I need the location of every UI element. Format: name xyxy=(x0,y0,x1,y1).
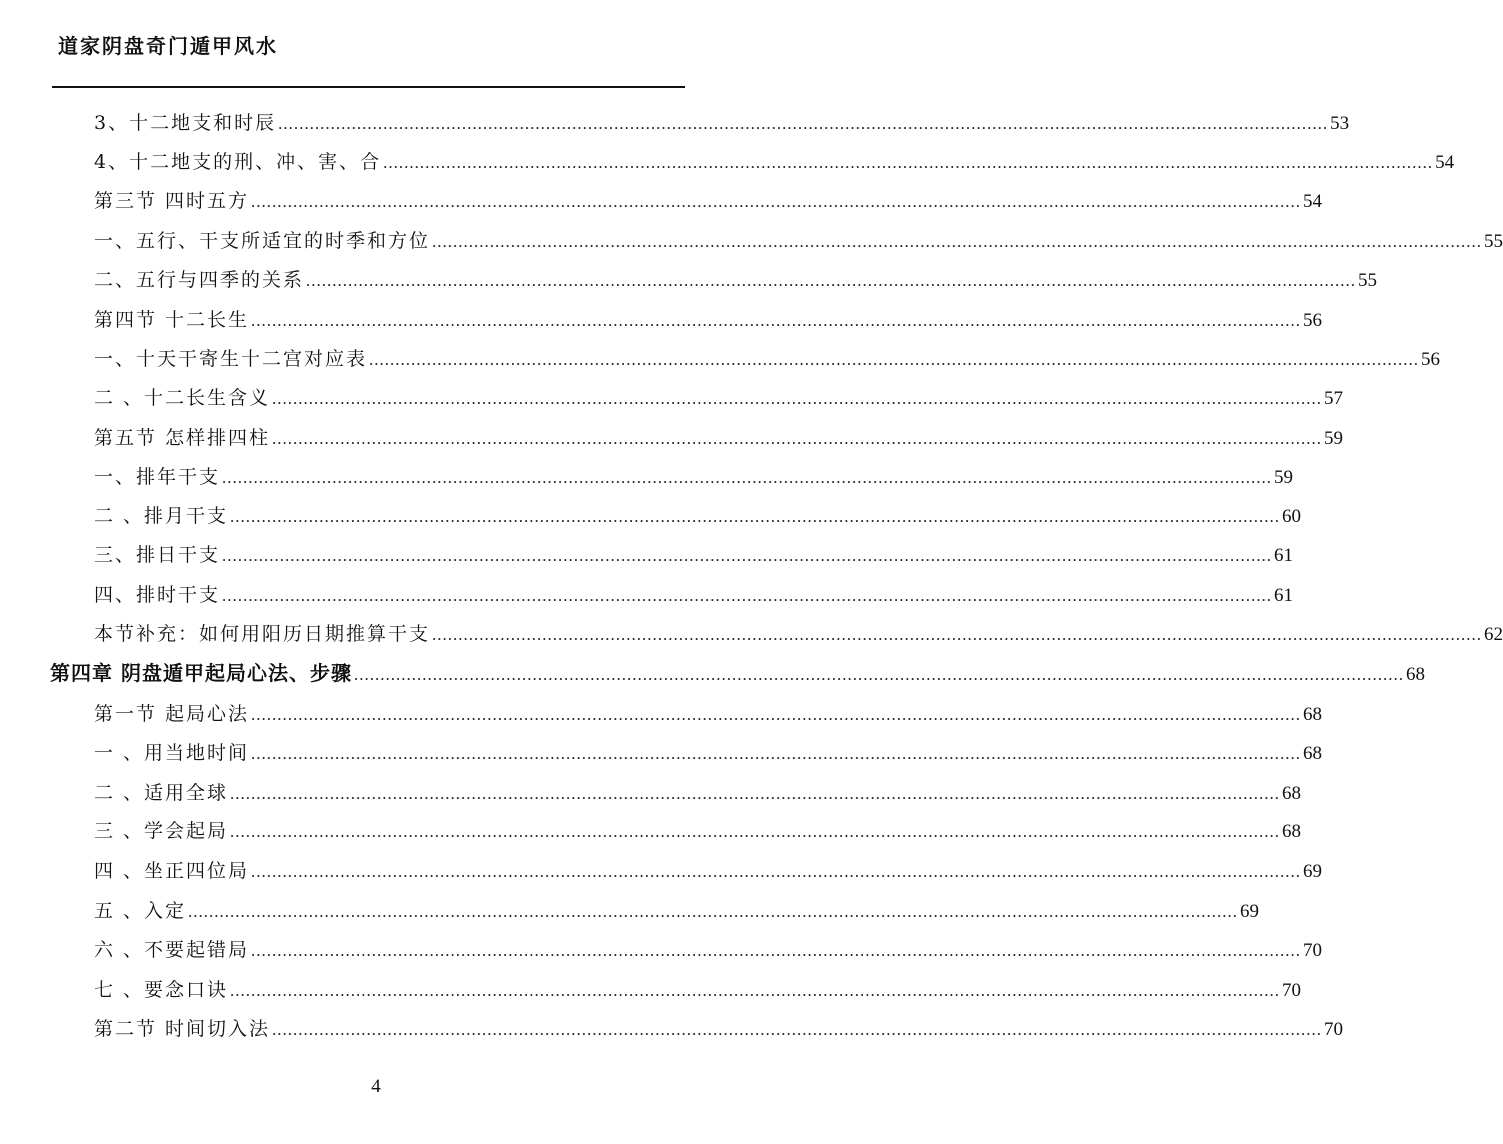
toc-leader-dots: ........................................................................................................................................................................................................ xyxy=(230,507,1281,526)
toc-entry-label: 4、十二地支的刑、冲、害、合 xyxy=(94,151,382,173)
toc-leader-dots: ........................................................................................................................................................................................................ xyxy=(222,546,1273,565)
toc-entry-label: 二 、十二长生含义 xyxy=(94,387,271,409)
toc-leader-dots: ........................................................................................................................................................................................................ xyxy=(353,665,1404,684)
page-number: 4 xyxy=(371,1076,381,1097)
toc-entry-page: 62 xyxy=(1484,624,1503,645)
toc-entry-label: 3、十二地支和时辰 xyxy=(94,112,277,134)
toc-leader-dots: ........................................................................................................................................................................................................ xyxy=(432,232,1483,251)
toc-entry-page: 56 xyxy=(1421,349,1441,370)
toc-leader-dots: ........................................................................................................................................................................................................ xyxy=(272,1020,1323,1039)
toc-entry-label: 一、五行、干支所适宜的时季和方位 xyxy=(94,230,431,252)
toc-leader-dots: ........................................................................................................................................................................................................ xyxy=(230,784,1281,803)
toc-leader-dots: ........................................................................................................................................................................................................ xyxy=(230,822,1281,841)
toc-entry-page: 70 xyxy=(1303,940,1323,961)
toc-leader-dots: ........................................................................................................................................................................................................ xyxy=(251,744,1302,763)
toc-entry-page: 54 xyxy=(1303,191,1323,212)
toc-entry-page: 55 xyxy=(1358,270,1378,291)
toc-entry-label: 第四节 十二长生 xyxy=(94,309,250,331)
toc-entry-label: 第四章 阴盘遁甲起局心法、步骤 xyxy=(50,661,352,685)
running-header: 道家阴盘奇门遁甲风水 xyxy=(58,34,278,58)
toc-leader-dots: ........................................................................................................................................................................................................ xyxy=(222,586,1273,605)
toc-entry xyxy=(94,149,1455,176)
toc-entry-page: 61 xyxy=(1274,545,1294,566)
toc-entry xyxy=(94,701,1323,728)
toc-entry-label: 第三节 四时五方 xyxy=(94,190,250,212)
toc-leader-dots: ........................................................................................................................................................................................................ xyxy=(369,350,1420,369)
toc-leader-dots: ........................................................................................................................................................................................................ xyxy=(251,941,1302,960)
toc-entry-page: 70 xyxy=(1282,980,1302,1001)
toc-entry xyxy=(94,188,1323,215)
toc-entry-label: 六 、不要起错局 xyxy=(94,939,250,961)
toc-entry-label: 一、排年干支 xyxy=(94,466,221,488)
toc-entry xyxy=(94,582,1294,609)
toc-entry xyxy=(94,818,1302,845)
toc-entry-page: 53 xyxy=(1330,113,1350,134)
toc-entry-label: 三 、学会起局 xyxy=(94,820,229,842)
toc-leader-dots: ........................................................................................................................................................................................................ xyxy=(278,114,1329,133)
toc-entry-page: 61 xyxy=(1274,585,1294,606)
toc-entry-label: 第五节 怎样排四柱 xyxy=(94,427,271,449)
toc-entry xyxy=(94,542,1294,569)
toc-entry-label: 五 、入定 xyxy=(94,900,187,922)
toc-entry-page: 59 xyxy=(1274,467,1294,488)
toc-entry-page: 60 xyxy=(1282,506,1302,527)
toc-entry-label: 三、排日干支 xyxy=(94,544,221,566)
toc-leader-dots: ........................................................................................................................................................................................................ xyxy=(272,389,1323,408)
toc-entry xyxy=(94,937,1323,964)
header-rule xyxy=(52,86,685,88)
toc-entry-label: 二、五行与四季的关系 xyxy=(94,269,305,291)
toc-entry xyxy=(94,780,1302,807)
toc-entry xyxy=(94,1016,1344,1043)
toc-entry xyxy=(94,425,1344,452)
toc-entry-page: 57 xyxy=(1324,388,1344,409)
toc-entry-label: 二 、排月干支 xyxy=(94,505,229,527)
toc-entry-page: 68 xyxy=(1282,783,1302,804)
toc-entry-page: 54 xyxy=(1435,152,1455,173)
toc-entry xyxy=(94,346,1441,373)
toc-entry-label: 一、十天干寄生十二宫对应表 xyxy=(94,348,368,370)
toc-entry-page: 68 xyxy=(1303,743,1323,764)
toc-entry xyxy=(94,858,1323,885)
toc-entry-label: 二 、适用全球 xyxy=(94,782,229,804)
toc-leader-dots: ........................................................................................................................................................................................................ xyxy=(251,192,1302,211)
toc-entry xyxy=(94,740,1323,767)
toc-entry xyxy=(94,267,1378,294)
toc-leader-dots: ........................................................................................................................................................................................................ xyxy=(432,625,1483,644)
toc-entry xyxy=(94,228,1503,255)
toc-entry-page: 70 xyxy=(1324,1019,1344,1040)
toc-chapter-entry xyxy=(50,660,1425,688)
toc-leader-dots: ........................................................................................................................................................................................................ xyxy=(272,429,1323,448)
toc-entry xyxy=(94,464,1294,491)
toc-entry xyxy=(94,977,1302,1004)
toc-entry xyxy=(94,385,1344,412)
toc-entry-label: 四、排时干支 xyxy=(94,584,221,606)
toc-leader-dots: ........................................................................................................................................................................................................ xyxy=(222,468,1273,487)
toc-entry-label: 一 、用当地时间 xyxy=(94,742,250,764)
toc-leader-dots: ........................................................................................................................................................................................................ xyxy=(251,862,1302,881)
toc-leader-dots: ........................................................................................................................................................................................................ xyxy=(251,705,1302,724)
toc-entry-page: 68 xyxy=(1303,704,1323,725)
toc-entry xyxy=(94,110,1350,137)
toc-entry xyxy=(94,503,1302,530)
toc-entry-page: 59 xyxy=(1324,428,1344,449)
toc-entry-label: 四 、坐正四位局 xyxy=(94,860,250,882)
toc-entry-label: 七 、要念口诀 xyxy=(94,979,229,1001)
toc-entry xyxy=(94,307,1323,334)
toc-entry-label: 第一节 起局心法 xyxy=(94,703,250,725)
toc-entry-page: 68 xyxy=(1405,664,1425,685)
toc-leader-dots: ........................................................................................................................................................................................................ xyxy=(230,981,1281,1000)
toc-entry xyxy=(94,621,1503,648)
toc-leader-dots: ........................................................................................................................................................................................................ xyxy=(188,902,1239,921)
toc-entry-page: 55 xyxy=(1484,231,1503,252)
toc-entry-page: 68 xyxy=(1282,821,1302,842)
toc-entry xyxy=(94,898,1260,925)
toc-leader-dots: ........................................................................................................................................................................................................ xyxy=(306,271,1357,290)
toc-entry-label: 第二节 时间切入法 xyxy=(94,1018,271,1040)
toc-leader-dots: ........................................................................................................................................................................................................ xyxy=(383,153,1434,172)
toc-entry-page: 69 xyxy=(1303,861,1323,882)
toc-entry-page: 69 xyxy=(1240,901,1260,922)
toc-entry-page: 56 xyxy=(1303,310,1323,331)
toc-leader-dots: ........................................................................................................................................................................................................ xyxy=(251,311,1302,330)
toc-entry-label: 本节补充：如何用阳历日期推算干支 xyxy=(94,623,431,645)
